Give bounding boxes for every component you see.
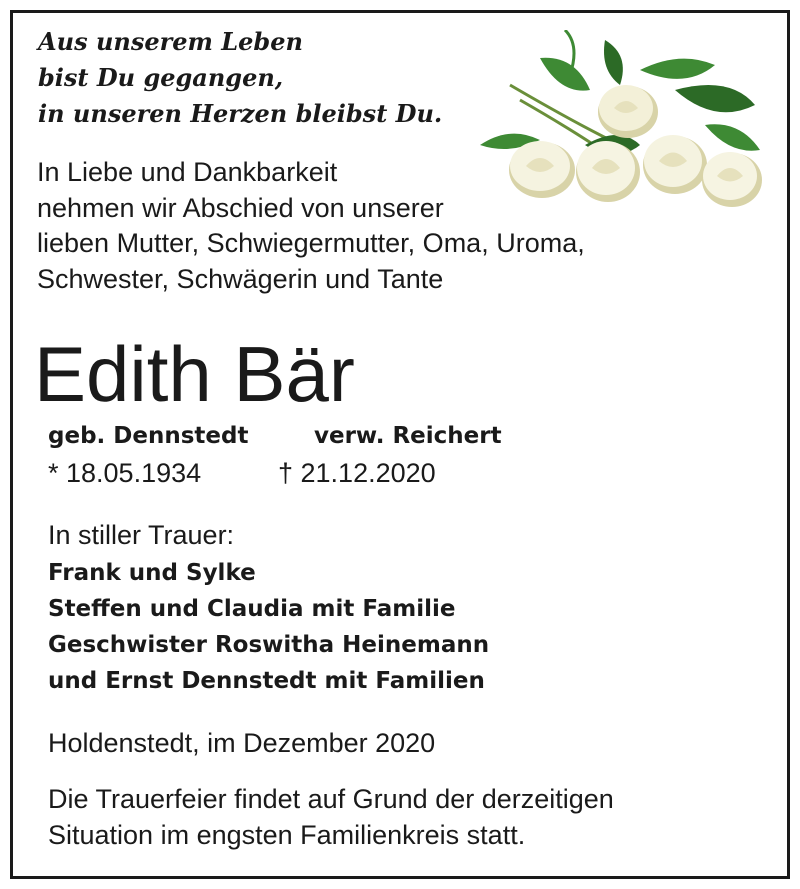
birth-date: * 18.05.1934 [48,458,202,488]
intro-line-2: nehmen wir Abschied von unserer [37,192,444,223]
death-date: † 21.12.2020 [278,458,436,488]
mourners-list [48,560,489,704]
poem-line-1: Aus unserem Leben [38,27,303,56]
intro-text [37,155,585,297]
intro-line-1: In Liebe und Dankbarkeit [37,157,338,187]
mourner-line-2: Steffen und Claudia mit Familie [48,596,456,622]
intro-line-4: Schwester, Schwägerin und Tante [37,263,444,294]
mourner-line-1: Frank und Sylke [48,560,256,586]
notice-line-2: Situation im engsten Familienkreis statt. [48,820,526,850]
mourner-line-4: und Ernst Dennstedt mit Familien [48,668,485,694]
funeral-notice [48,781,614,853]
place-date: Holdenstedt, im Dezember 2020 [48,728,436,758]
birth-name: geb. Dennstedt [48,423,249,449]
mourner-line-3: Geschwister Roswitha Heinemann [48,632,490,658]
deceased-name: Edith Bär [34,330,355,418]
widowed-name: verw. Reichert [314,423,502,449]
mourners-heading: In stiller Trauer: [48,520,235,550]
notice-line-1: Die Trauerfeier findet auf Grund der derzeitigen [48,784,614,814]
poem-line-2: bist Du gegangen, [38,63,284,92]
memorial-poem [38,24,442,132]
intro-line-3: lieben Mutter, Schwiegermutter, Oma, Uroma, [37,228,585,258]
poem-line-3: in unseren Herzen bleibst Du. [38,99,443,128]
